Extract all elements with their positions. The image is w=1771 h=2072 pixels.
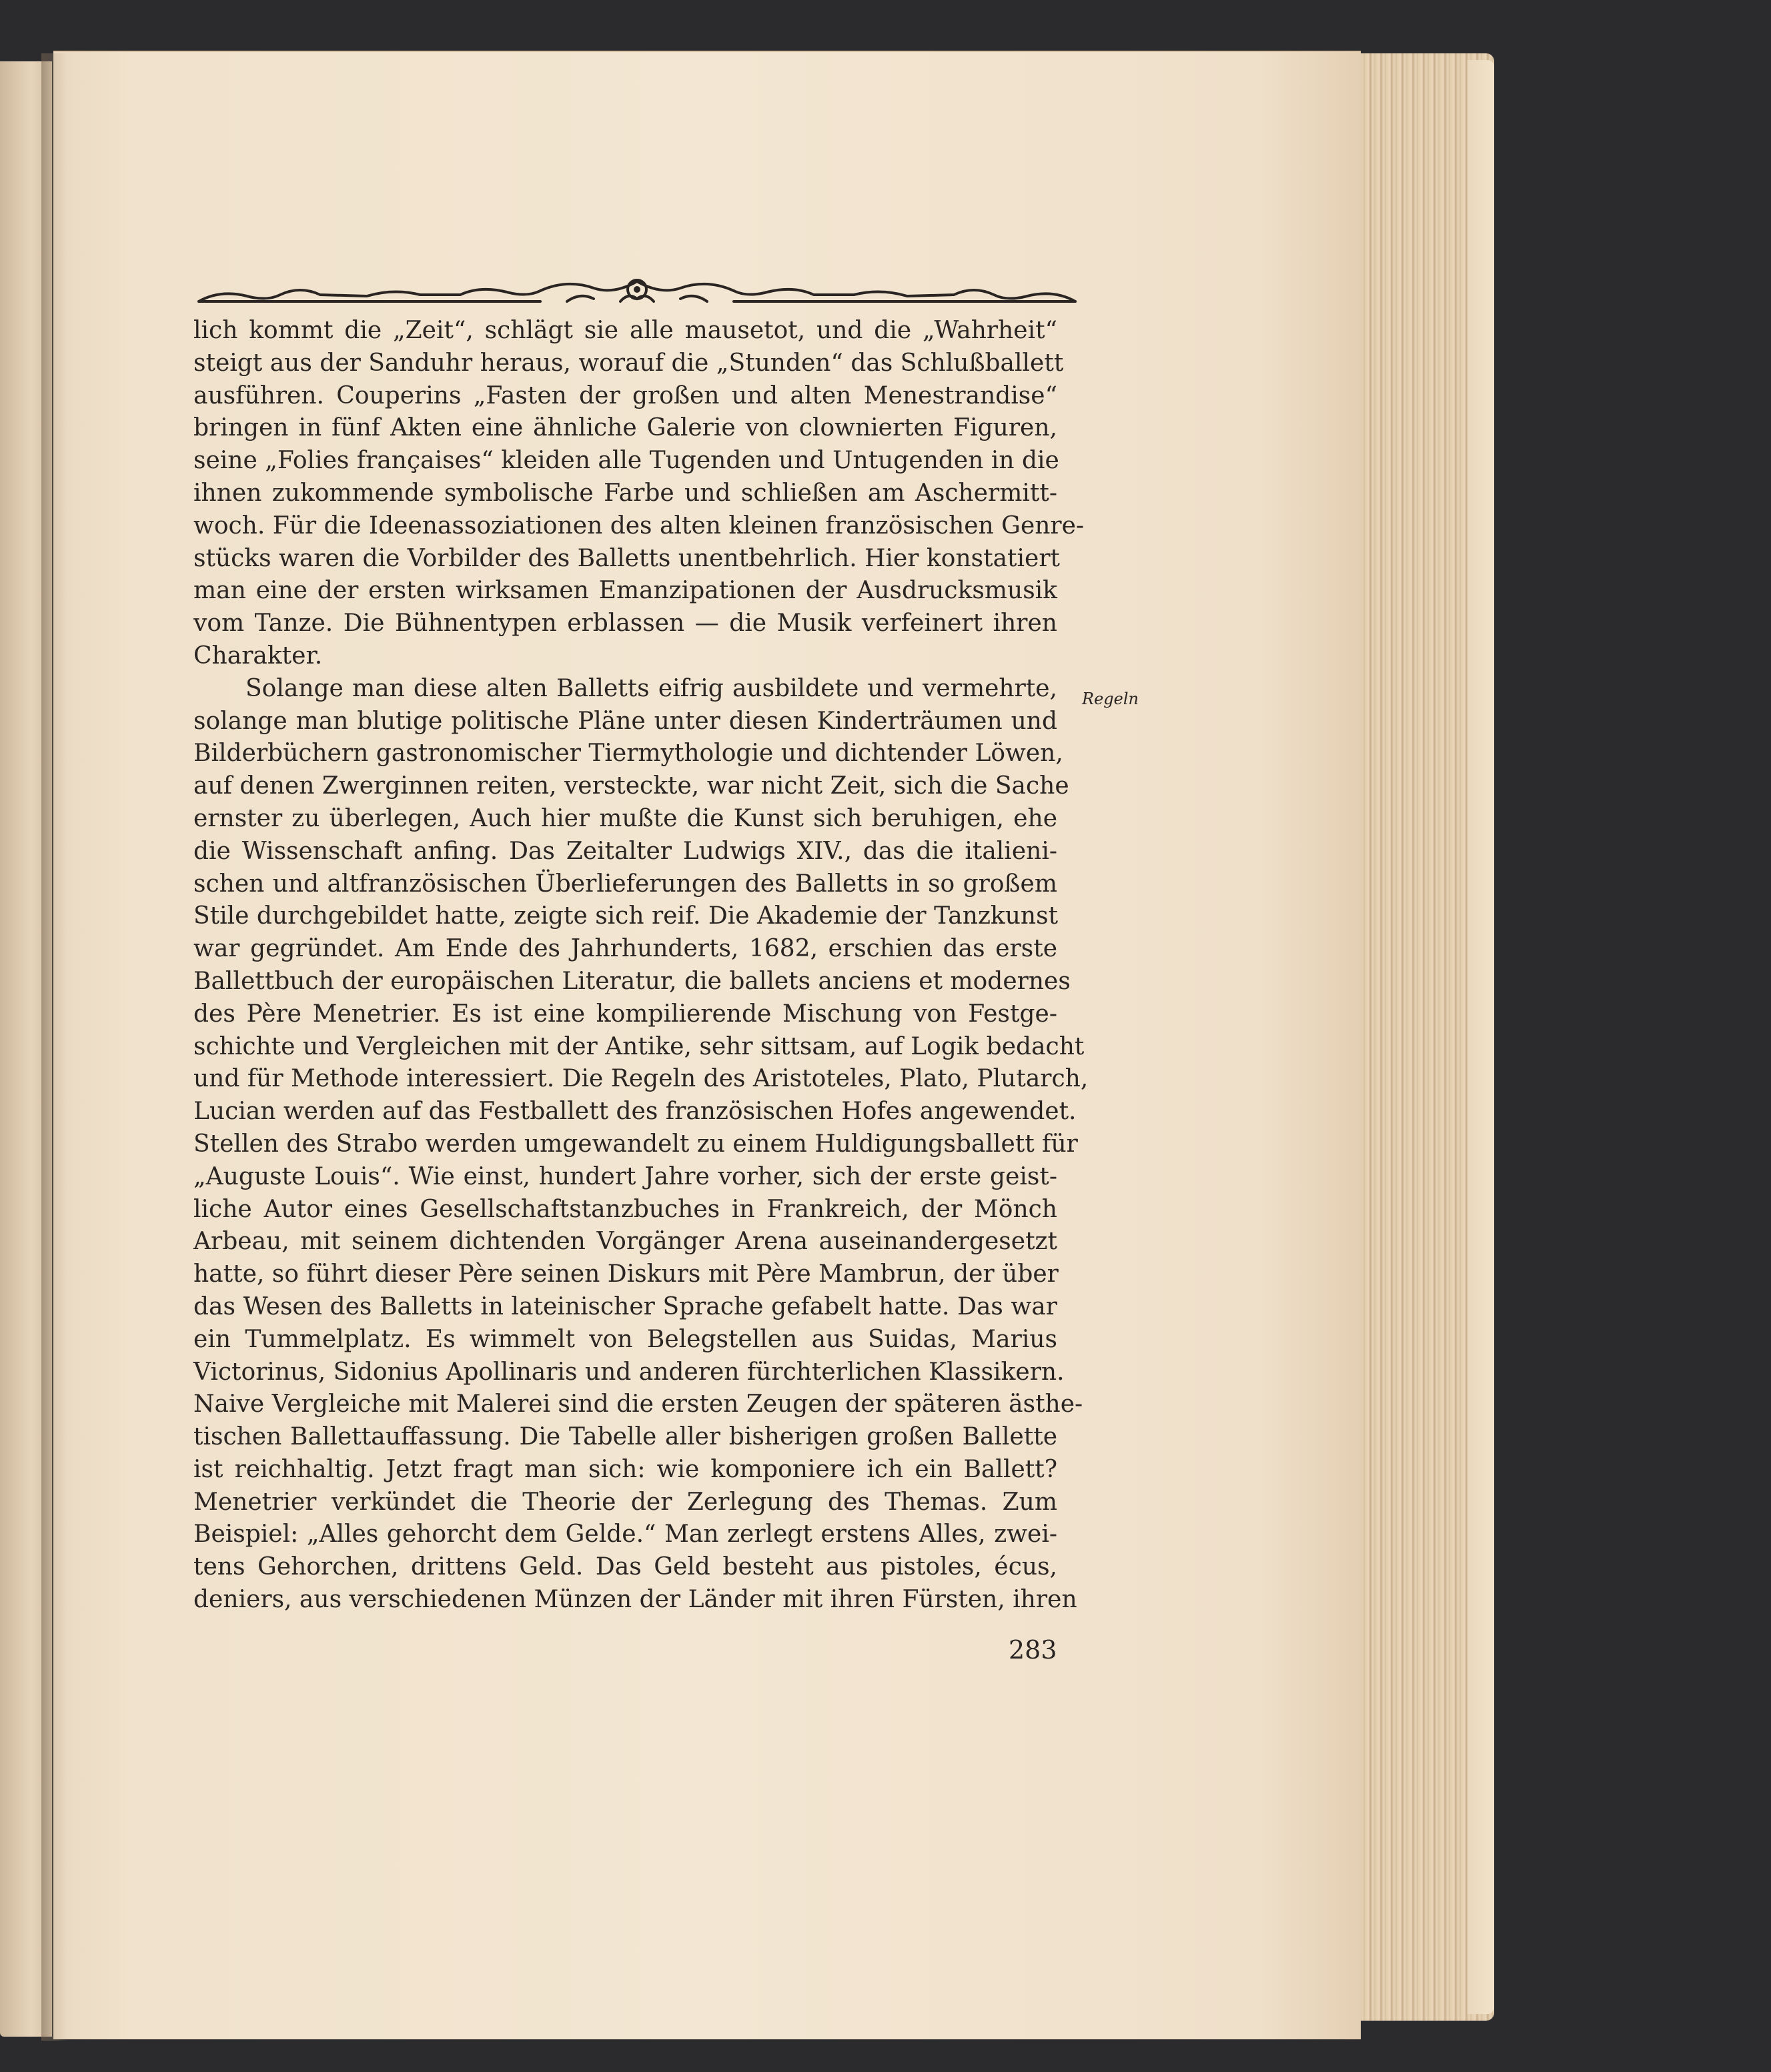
text-line: Bilderbüchern gastronomischer Tiermythologie und dichtender Löwen,	[193, 740, 1063, 768]
text-line: ein Tummelplatz. Es wimmelt von Belegstellen aus Suidas, Marius	[193, 1325, 1057, 1353]
text-line: Solange man diese alten Balletts eifrig ausbildete und vermehrte,	[245, 674, 1057, 702]
text-line: die Wissenschaft anfing. Das Zeitalter Ludwigs XIV., das die italieni-	[193, 837, 1057, 865]
page-edges-stack	[1354, 53, 1494, 2021]
text-line: das Wesen des Balletts in lateinischer Sprache gefabelt hatte. Das war	[193, 1292, 1057, 1320]
body-text	[193, 315, 1089, 1617]
text-line: vom Tanze. Die Bühnentypen erblassen — die Musik verfeinert ihren	[193, 610, 1057, 638]
text-line: ist reichhaltig. Jetzt fragt man sich: wie komponiere ich ein Ballett?	[193, 1455, 1057, 1483]
text-line: des Père Menetrier. Es ist eine kompilierende Mischung von Festge-	[193, 1000, 1057, 1028]
text-line: woch. Für die Ideenassoziationen des alten kleinen französischen Genre-	[193, 511, 1085, 540]
text-line: Victorinus, Sidonius Apollinaris und anderen fürchterlichen Klassikern.	[193, 1358, 1065, 1386]
text-line: Lucian werden auf das Festballett des französischen Hofes angewendet.	[193, 1098, 1077, 1126]
text-line: man eine der ersten wirksamen Emanzipationen der Ausdrucksmusik	[193, 577, 1057, 605]
text-line: lich kommt die „Zeit“, schlägt sie alle mausetot, und die „Wahrheit“	[193, 317, 1057, 344]
text-line: hatte, so führt dieser Père seinen Diskurs mit Père Mambrun, der über	[193, 1260, 1059, 1288]
text-line: Charakter.	[193, 642, 323, 670]
text-line: und für Methode interessiert. Die Regeln des Aristoteles, Plato, Plutarch,	[193, 1065, 1089, 1093]
text-line: steigt aus der Sanduhr heraus, worauf die „Stunden“ das Schlußballett	[193, 349, 1064, 377]
text-line: Beispiel: „Alles gehorcht dem Gelde.“ Man zerlegt erstens Alles, zwei-	[193, 1520, 1057, 1548]
text-line: Stile durchgebildet hatte, zeigte sich reif. Die Akademie der Tanzkunst	[193, 902, 1059, 930]
text-line: ernster zu überlegen, Auch hier mußte die Kunst sich beruhigen, ehe	[193, 804, 1057, 832]
text-line: tischen Ballettauffassung. Die Tabelle aller bisherigen großen Ballette	[193, 1423, 1057, 1451]
text-line: deniers, aus verschiedenen Münzen der Länder mit ihren Fürsten, ihren	[193, 1586, 1077, 1614]
margin-note: Regeln	[1082, 690, 1139, 708]
text-line: liche Autor eines Gesellschaftstanzbuches in Frankreich, der Mönch	[193, 1195, 1057, 1223]
page-number: 283	[1009, 1635, 1057, 1665]
header-ornament	[193, 272, 1081, 312]
text-line: schichte und Vergleichen mit der Antike, sehr sittsam, auf Logik bedacht	[193, 1032, 1085, 1060]
text-line: auf denen Zwerginnen reiten, versteckte, war nicht Zeit, sich die Sache	[193, 772, 1069, 800]
text-line: Ballettbuch der europäischen Literatur, die ballets anciens et modernes	[193, 967, 1071, 995]
text-line: solange man blutige politische Pläne unter diesen Kinderträumen und	[193, 707, 1057, 735]
text-line: „Auguste Louis“. Wie einst, hundert Jahre vorher, sich der erste geist-	[193, 1162, 1057, 1190]
paragraph-2	[193, 673, 1089, 1617]
text-line: bringen in fünf Akten eine ähnliche Galerie von clownierten Figuren,	[193, 414, 1057, 442]
text-line: Menetrier verkündet die Theorie der Zerlegung des Themas. Zum	[193, 1488, 1057, 1516]
text-line: schen und altfranzösischen Überlieferungen des Balletts in so großem	[193, 870, 1057, 898]
text-line: ausführen. Couperins „Fasten der großen und alten Menestrandise“	[193, 381, 1057, 409]
text-line: Stellen des Strabo werden umgewandelt zu einem Huldigungsballett für	[193, 1130, 1078, 1158]
text-line: tens Gehorchen, drittens Geld. Das Geld besteht aus pistoles, écus,	[193, 1553, 1057, 1581]
book-gutter	[41, 53, 68, 2041]
text-line: war gegründet. Am Ende des Jahrhunderts, 1682, erschien das erste	[193, 935, 1057, 963]
text-line: ihnen zukommende symbolische Farbe und schließen am Aschermitt-	[193, 479, 1057, 507]
text-line: Arbeau, mit seinem dichtenden Vorgänger Arena auseinandergesetzt	[193, 1228, 1057, 1256]
paragraph-1	[193, 315, 1085, 673]
text-line: Naive Vergleiche mit Malerei sind die ersten Zeugen der späteren ästhe-	[193, 1390, 1083, 1418]
text-line: stücks waren die Vorbilder des Balletts unentbehrlich. Hier konstatiert	[193, 544, 1061, 572]
text-line: seine „Folies françaises“ kleiden alle Tugenden und Untugenden in die	[193, 447, 1059, 475]
